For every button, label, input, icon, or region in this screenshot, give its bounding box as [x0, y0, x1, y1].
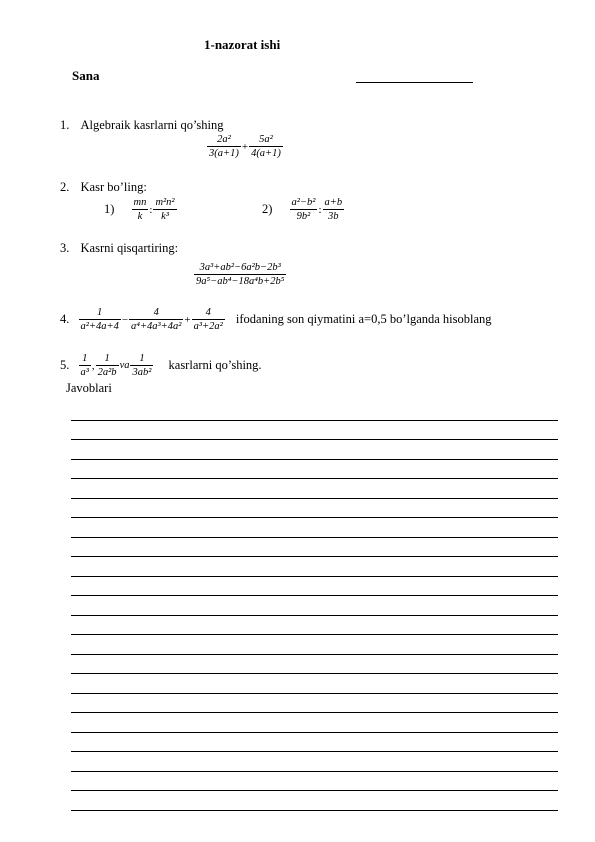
task-2-subtask-2 [262, 196, 344, 223]
task-4-fraction-2 [129, 306, 183, 333]
date-label: Sana [72, 68, 100, 83]
fraction-numerator: a²−b² [291, 197, 316, 208]
subtask-label: 2) [262, 202, 273, 216]
task-2-1-fraction-1 [132, 196, 149, 223]
fraction-denominator: 3b [328, 211, 339, 222]
task-5-number: 5. [60, 358, 70, 372]
fraction-numerator: 1 [130, 352, 153, 366]
answer-line [71, 499, 558, 519]
fraction-denominator: a⁴+4a³+4a² [131, 321, 182, 332]
task-1-fraction-2 [249, 133, 283, 160]
task-5-text: kasrlarni qo’shing. [168, 358, 262, 372]
fraction-numerator: 4 [192, 306, 225, 320]
answer-line [71, 674, 558, 694]
date-blank-line [356, 82, 473, 83]
task-2-1-fraction-2 [153, 196, 176, 223]
fraction-numerator: 4 [129, 306, 183, 320]
task-1 [60, 118, 224, 133]
fraction-numerator: 2a² [207, 133, 241, 147]
task-3-number: 3. [60, 241, 70, 255]
fraction-denominator: k³ [161, 211, 169, 222]
task-2 [60, 180, 147, 195]
answer-line [71, 596, 558, 616]
task-2-subtask-1 [104, 196, 177, 223]
fraction-numerator: 3a³+ab²−6a²b−2b³ [194, 261, 286, 275]
fraction-numerator: m²n² [155, 197, 175, 208]
fraction-denominator: a²+4a+4 [80, 321, 119, 332]
subtask-label: 1) [104, 202, 115, 216]
fraction-denominator: 9b² [296, 211, 311, 222]
task-2-text: Kasr bo’ling: [80, 180, 147, 194]
answer-line [71, 518, 558, 538]
fraction-denominator: 3(a+1) [209, 148, 239, 159]
task-1-number: 1. [60, 118, 70, 132]
answer-line [71, 440, 558, 460]
task-4-fraction-1 [79, 306, 121, 333]
fraction-denominator: a³+2a² [193, 321, 223, 332]
task-1-expression [207, 133, 283, 160]
answer-line [71, 421, 558, 441]
answer-line [71, 694, 558, 714]
task-5-fraction-3 [130, 352, 153, 379]
answer-line [71, 557, 558, 577]
fraction-numerator: 5a² [249, 133, 283, 147]
answer-lines [71, 401, 558, 811]
task-4-text: ifodaning son qiymatini a=0,5 bo’lganda hisoblang [235, 312, 492, 326]
answer-line [71, 616, 558, 636]
fraction-numerator: 1 [79, 352, 91, 366]
answer-line [71, 791, 558, 811]
task-2-2-fraction-2 [323, 196, 345, 223]
fraction-denominator: 4(a+1) [251, 148, 281, 159]
task-5-fraction-2 [96, 352, 119, 379]
fraction-denominator: 9a⁵−ab⁴−18a⁴b+2b⁵ [196, 276, 285, 287]
divide-operator: : [318, 203, 322, 216]
answer-line [71, 538, 558, 558]
fraction-numerator: 1 [96, 352, 119, 366]
fraction-denominator: a³ [80, 367, 89, 378]
answer-line [71, 655, 558, 675]
plus-operator: + [241, 140, 249, 153]
answer-line [71, 772, 558, 792]
answer-line [71, 713, 558, 733]
answer-line [71, 752, 558, 772]
task-5-fraction-1 [79, 352, 91, 379]
task-4-number: 4. [60, 312, 70, 326]
fraction-denominator: 3ab² [132, 367, 152, 378]
answer-line [71, 733, 558, 753]
divide-operator: : [149, 203, 153, 216]
fraction-denominator: k [137, 211, 143, 222]
conjunction-word: va [119, 360, 130, 371]
fraction-numerator: a+b [324, 197, 343, 208]
answer-line [71, 460, 558, 480]
task-2-number: 2. [60, 180, 70, 194]
task-5 [60, 352, 262, 379]
answer-line [71, 635, 558, 655]
answer-line [71, 401, 558, 421]
task-3-fraction [194, 261, 286, 288]
task-1-fraction-1 [207, 133, 241, 160]
task-3 [60, 241, 178, 256]
task-2-2-fraction-1 [290, 196, 318, 223]
minus-operator: − [121, 313, 129, 326]
comma-separator: , [91, 359, 95, 372]
answer-line [71, 577, 558, 597]
plus-operator: + [184, 313, 191, 326]
page-title: 1-nazorat ishi [204, 37, 281, 52]
task-1-text: Algebraik kasrlarni qo’shing [80, 118, 224, 132]
fraction-numerator: mn [133, 197, 147, 208]
task-3-expression [194, 261, 286, 288]
fraction-denominator: 2a²b [97, 367, 117, 378]
fraction-numerator: 1 [79, 306, 121, 320]
answers-label: Javoblari [66, 381, 112, 395]
answer-line [71, 479, 558, 499]
task-4 [60, 306, 492, 333]
task-3-text: Kasrni qisqartiring: [80, 241, 179, 255]
task-4-fraction-3 [192, 306, 225, 333]
